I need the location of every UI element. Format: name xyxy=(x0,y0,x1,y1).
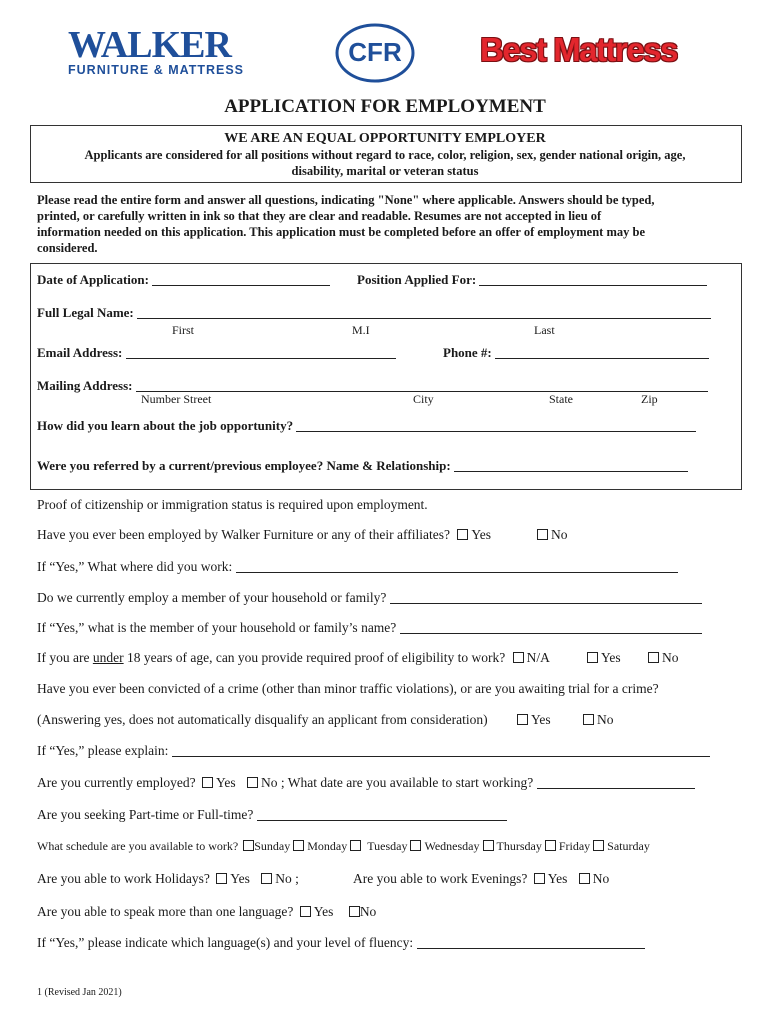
addr-number-street-caption: Number Street xyxy=(141,392,212,406)
schedule-wednesday-checkbox[interactable] xyxy=(410,840,421,851)
phone-label: Phone #: xyxy=(443,345,492,360)
page-title: APPLICATION FOR EMPLOYMENT xyxy=(224,96,546,117)
walker-logo xyxy=(68,26,254,80)
crime-yes-checkbox[interactable] xyxy=(517,714,528,725)
under18-yes-checkbox[interactable] xyxy=(587,652,598,663)
crime-question: Have you ever been convicted of a crime (other than minor traffic violations), or are you awaiting trial for a crime? xyxy=(37,681,659,696)
where-work-label: If “Yes,” What where did you work: xyxy=(37,559,233,574)
cfr-logo-text: CFR xyxy=(348,37,402,67)
currently-employed-row xyxy=(37,775,695,791)
schedule-saturday-label: Saturday xyxy=(607,839,650,853)
under18-no-option xyxy=(648,650,679,666)
instructions-line-4: considered. xyxy=(37,241,98,255)
eoe-line-2: disability, marital or veteran status xyxy=(291,164,479,178)
family-label: Do we currently employ a member of your household or family? xyxy=(37,590,387,605)
parttime-label: Are you seeking Part-time or Full-time? xyxy=(37,807,254,822)
crime-no-label: No xyxy=(597,712,614,727)
parttime-field[interactable] xyxy=(257,808,507,821)
currently-employed-label: Are you currently employed? xyxy=(37,775,196,790)
family-name-row xyxy=(37,620,702,636)
email-field[interactable] xyxy=(126,346,396,359)
schedule-monday-checkbox[interactable] xyxy=(293,840,304,851)
evenings-row xyxy=(353,871,609,887)
applicant-info-box xyxy=(30,263,742,490)
referred-label: Were you referred by a current/previous employee? Name & Relationship: xyxy=(37,458,451,473)
crime-no-checkbox[interactable] xyxy=(583,714,594,725)
employed-before-row xyxy=(37,527,491,543)
eoe-line-1: Applicants are considered for all positions without regard to race, color, religion, sex, gender national origin, age, xyxy=(84,148,686,162)
holidays-yes-label: Yes xyxy=(230,871,250,886)
holidays-no-checkbox[interactable] xyxy=(261,873,272,884)
under18-no-checkbox[interactable] xyxy=(648,652,659,663)
position-applied-row xyxy=(357,272,707,288)
name-mi-caption: M.I xyxy=(352,323,370,337)
language-label: Are you able to speak more than one language? xyxy=(37,904,294,919)
walker-logo-wordmark: WALKER xyxy=(68,24,231,66)
full-legal-name-label: Full Legal Name: xyxy=(37,305,134,320)
mailing-address-label: Mailing Address: xyxy=(37,378,133,393)
explain-label: If “Yes,” please explain: xyxy=(37,743,169,758)
fluency-field[interactable] xyxy=(417,936,645,949)
position-applied-field[interactable] xyxy=(479,273,707,286)
explain-row xyxy=(37,743,710,759)
employed-before-no-checkbox[interactable] xyxy=(537,529,548,540)
start-working-label: What date are you available to start working? xyxy=(287,775,534,790)
currently-employed-no-checkbox[interactable] xyxy=(247,777,258,788)
evenings-yes-checkbox[interactable] xyxy=(534,873,545,884)
full-legal-name-row xyxy=(37,305,711,321)
instructions-line-3: information needed on this application. This application must be completed before an offer of employment may be xyxy=(37,225,645,239)
under18-na-label: N/A xyxy=(526,650,550,665)
best-mattress-logo: Best Mattress xyxy=(480,31,677,68)
date-of-application-field[interactable] xyxy=(152,273,330,286)
how-learn-field[interactable] xyxy=(296,419,696,432)
schedule-monday-label: Monday xyxy=(307,839,348,853)
employed-before-yes-checkbox[interactable] xyxy=(457,529,468,540)
fluency-row xyxy=(37,935,645,951)
start-working-field[interactable] xyxy=(537,776,695,789)
referred-row xyxy=(37,458,688,474)
phone-field[interactable] xyxy=(495,346,709,359)
holidays-yes-checkbox[interactable] xyxy=(216,873,227,884)
language-row xyxy=(37,904,376,920)
language-no-checkbox[interactable] xyxy=(349,906,360,917)
under18-no-label: No xyxy=(662,650,679,665)
referred-field[interactable] xyxy=(454,459,688,472)
under18-na-checkbox[interactable] xyxy=(513,652,524,663)
family-name-field[interactable] xyxy=(400,621,702,634)
addr-zip-caption: Zip xyxy=(641,392,658,406)
parttime-row xyxy=(37,807,507,823)
schedule-label: What schedule are you available to work? xyxy=(37,839,239,853)
name-last-caption: Last xyxy=(534,323,555,337)
instructions-line-1: Please read the entire form and answer all questions, indicating "None" where applicable. Answers should be typed, xyxy=(37,193,655,207)
holidays-row xyxy=(37,871,299,887)
fluency-label: If “Yes,” please indicate which language(s) and your level of fluency: xyxy=(37,935,414,950)
schedule-friday-label: Friday xyxy=(558,839,591,853)
where-work-field[interactable] xyxy=(236,560,678,573)
crime-no-option xyxy=(583,712,614,728)
under18-row xyxy=(37,650,550,666)
eoe-heading: WE ARE AN EQUAL OPPORTUNITY EMPLOYER xyxy=(224,131,546,146)
cfr-logo xyxy=(335,23,415,83)
date-of-application-row xyxy=(37,272,330,288)
currently-employed-no-label: No ; xyxy=(260,775,285,790)
date-of-application-label: Date of Application: xyxy=(37,272,149,287)
schedule-row xyxy=(37,839,650,854)
under18-label-pre: If you are xyxy=(37,650,93,665)
crime-note: (Answering yes, does not automatically disqualify an applicant from consideration) xyxy=(37,712,488,727)
phone-row xyxy=(443,345,709,361)
crime-yes-label: Yes xyxy=(531,712,551,727)
name-first-caption: First xyxy=(172,323,195,337)
schedule-sunday-label: Sunday xyxy=(254,839,291,853)
how-learn-label: How did you learn about the job opportunity? xyxy=(37,418,294,433)
evenings-no-checkbox[interactable] xyxy=(579,873,590,884)
under18-yes-option xyxy=(587,650,621,666)
schedule-saturday-checkbox[interactable] xyxy=(593,840,604,851)
under18-label-post: 18 years of age, can you provide required proof of eligibility to work? xyxy=(123,650,506,665)
page-footer: 1 (Revised Jan 2021) xyxy=(37,987,122,998)
language-no-label: No xyxy=(359,904,377,919)
schedule-thursday-checkbox[interactable] xyxy=(483,840,494,851)
position-applied-label: Position Applied For: xyxy=(357,272,477,287)
evenings-label: Are you able to work Evenings? xyxy=(353,871,528,886)
currently-employed-yes-checkbox[interactable] xyxy=(202,777,213,788)
mailing-address-field[interactable] xyxy=(136,379,708,392)
schedule-sunday-checkbox[interactable] xyxy=(243,840,254,851)
where-work-row xyxy=(37,559,678,575)
family-field[interactable] xyxy=(390,591,702,604)
walker-logo-tagline: FURNITURE & MATTRESS xyxy=(68,63,245,77)
language-yes-label: Yes xyxy=(313,904,334,919)
under18-label-underlined: under xyxy=(92,650,124,665)
email-label: Email Address: xyxy=(37,345,123,360)
under18-yes-label: Yes xyxy=(601,650,621,665)
schedule-tuesday-checkbox[interactable] xyxy=(350,840,361,851)
currently-employed-yes-label: Yes xyxy=(215,775,236,790)
addr-state-caption: State xyxy=(549,392,573,406)
email-row xyxy=(37,345,396,361)
schedule-thursday-label: Thursday xyxy=(496,839,542,853)
instructions-line-2: printed, or carefully written in ink so that they are clear and readable. Resumes are not accepted in lieu of xyxy=(37,209,602,223)
evenings-no-label: No xyxy=(592,871,610,886)
holidays-label: Are you able to work Holidays? xyxy=(37,871,210,886)
how-learn-row xyxy=(37,418,696,434)
language-yes-checkbox[interactable] xyxy=(300,906,311,917)
explain-field[interactable] xyxy=(172,744,710,757)
schedule-tuesday-label: Tuesday xyxy=(367,839,408,853)
employed-before-no-option xyxy=(537,527,568,543)
addr-city-caption: City xyxy=(413,392,434,406)
employed-before-label: Have you ever been employed by Walker Furniture or any of their affiliates? xyxy=(37,527,451,542)
employed-before-yes-label: Yes xyxy=(471,527,492,542)
proof-note: Proof of citizenship or immigration status is required upon employment. xyxy=(37,497,428,512)
mailing-address-row xyxy=(37,378,708,394)
family-name-label: If “Yes,” what is the member of your household or family’s name? xyxy=(37,620,397,635)
schedule-friday-checkbox[interactable] xyxy=(545,840,556,851)
family-row xyxy=(37,590,702,606)
schedule-wednesday-label: Wednesday xyxy=(424,839,480,853)
holidays-no-label: No ; xyxy=(275,871,299,886)
employed-before-no-label: No xyxy=(551,527,568,542)
evenings-yes-label: Yes xyxy=(547,871,568,886)
full-legal-name-field[interactable] xyxy=(137,306,711,319)
crime-yes-option xyxy=(517,712,551,728)
